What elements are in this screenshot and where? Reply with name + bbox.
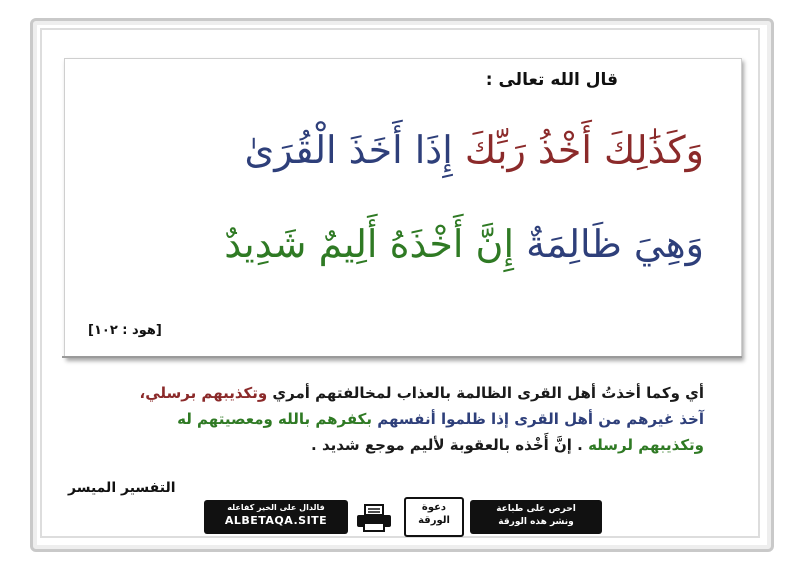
tafsir-line-3	[64, 432, 704, 458]
print-badge	[470, 500, 602, 534]
site-url: ALBETAQA.SITE	[224, 514, 328, 527]
dawah-logo	[404, 497, 464, 537]
tafsir-segment: . إنَّ أَخْذه بالعقوبة لأليم موجع شديد .	[311, 436, 589, 454]
tafsir-line-2	[64, 406, 704, 432]
tafsir-segment: أي وكما أخذتُ أهل القرى الظالمة بالعذاب لمخالفتهم أمري	[267, 384, 704, 402]
verse-segment-red: وَكَذَٰلِكَ أَخْذُ رَبِّكَ	[464, 128, 704, 172]
site-tagline: فالدال على الخير كفاعله	[227, 503, 325, 512]
logo-text: دعوة الورقة	[418, 502, 450, 526]
footer-banner	[204, 497, 602, 539]
verse-reference: [هود : ١٠٢]	[88, 323, 162, 338]
site-badge[interactable]	[204, 500, 348, 534]
verse-line-1	[245, 128, 704, 172]
tafsir-text	[64, 380, 704, 458]
tafsir-line-1	[64, 380, 704, 406]
printer-icon	[354, 503, 394, 533]
tafsir-segment: وتكذيبهم برسلي،	[139, 384, 268, 402]
print-line-1: احرص على طباعة	[496, 504, 576, 514]
verse-segment-green: إِنَّ أَخْذَهُ أَلِيمٌ شَدِيدٌ	[224, 222, 515, 266]
tafsir-segment: وتكذيبهم لرسله	[588, 436, 704, 454]
tafsir-source: التفسير الميسر	[68, 480, 176, 496]
print-line-2: ونشر هذه الورقة	[498, 517, 574, 527]
verse-segment-blue: إِذَا أَخَذَ الْقُرَىٰ	[244, 128, 453, 172]
verse-line-2	[224, 222, 704, 266]
divider	[62, 356, 742, 358]
tafsir-segment: بكفرهم بالله ومعصيتهم له	[177, 410, 373, 428]
verse-intro: قال الله تعالى :	[485, 70, 618, 90]
verse-card	[64, 58, 742, 358]
tafsir-segment: آخذ غيرهم من أهل القرى إذا ظلموا أنفسهم	[372, 410, 704, 428]
verse-segment-blue: وَهِيَ ظَالِمَةٌ	[526, 222, 704, 266]
